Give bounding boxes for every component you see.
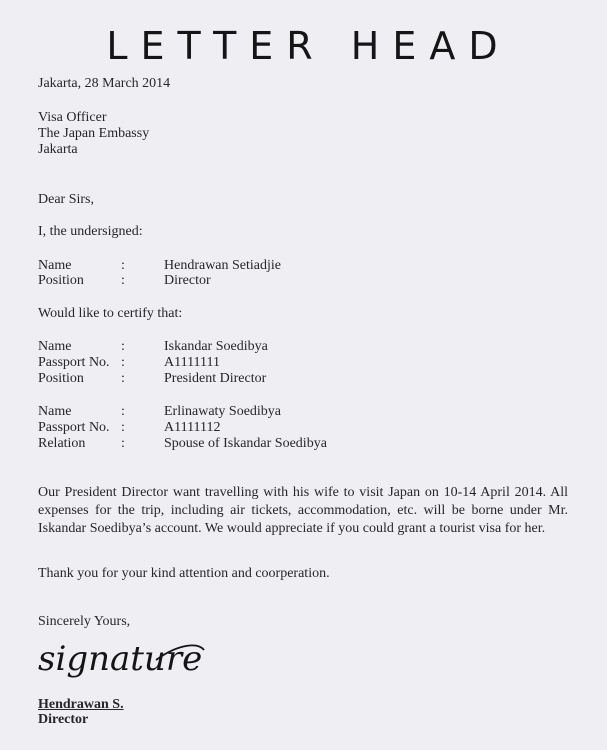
field-colon: : [121, 273, 125, 288]
field-colon: : [121, 355, 125, 370]
field-value: A1111111 [164, 355, 220, 370]
field-label: Relation [38, 436, 86, 451]
recipient-line: The Japan Embassy [38, 126, 150, 141]
thanks-line: Thank you for your kind attention and coorperation. [38, 566, 330, 581]
date-line: Jakarta, 28 March 2014 [38, 76, 171, 91]
signer-name: Hendrawan S. [38, 697, 124, 712]
closing-line: Sincerely Yours, [38, 614, 131, 629]
field-value: Erlinawaty Soedibya [164, 404, 282, 419]
field-label: Name [38, 339, 72, 354]
recipient-line: Jakarta [38, 142, 78, 157]
field-value: President Director [164, 371, 267, 386]
intro-line: I, the undersigned: [38, 224, 143, 239]
field-colon: : [121, 339, 125, 354]
field-colon: : [121, 258, 125, 273]
field-value: Iskandar Soedibya [164, 339, 268, 354]
handwritten-signature [38, 636, 208, 688]
letter-head-title: LETTER HEAD [106, 24, 511, 68]
field-label: Passport No. [38, 355, 110, 370]
salutation: Dear Sirs, [38, 192, 94, 207]
signer-title: Director [38, 712, 89, 727]
recipient-line: Visa Officer [38, 110, 107, 125]
field-value: Hendrawan Setiadjie [164, 258, 282, 273]
field-colon: : [121, 404, 125, 419]
field-colon: : [121, 420, 125, 435]
field-colon: : [121, 371, 125, 386]
signature-script: signature [38, 639, 203, 679]
body-paragraph: Our President Director want travelling with his wife to visit Japan on 10-14 April 2014. All expenses for the trip, including air tickets, accommodation, etc. will be borne under Mr. Iskandar Soedibya’s account. We would appreciate if you could grant a tourist visa for her. [38, 485, 568, 536]
field-value: Spouse of Iskandar Soedibya [164, 436, 327, 451]
field-label: Position [38, 371, 84, 386]
field-label: Passport No. [38, 420, 110, 435]
field-colon: : [121, 436, 125, 451]
field-label: Name [38, 258, 72, 273]
field-value: A1111112 [164, 420, 221, 435]
field-value: Director [164, 273, 211, 288]
field-label: Position [38, 273, 84, 288]
certify-line: Would like to certify that: [38, 306, 183, 321]
field-label: Name [38, 404, 72, 419]
